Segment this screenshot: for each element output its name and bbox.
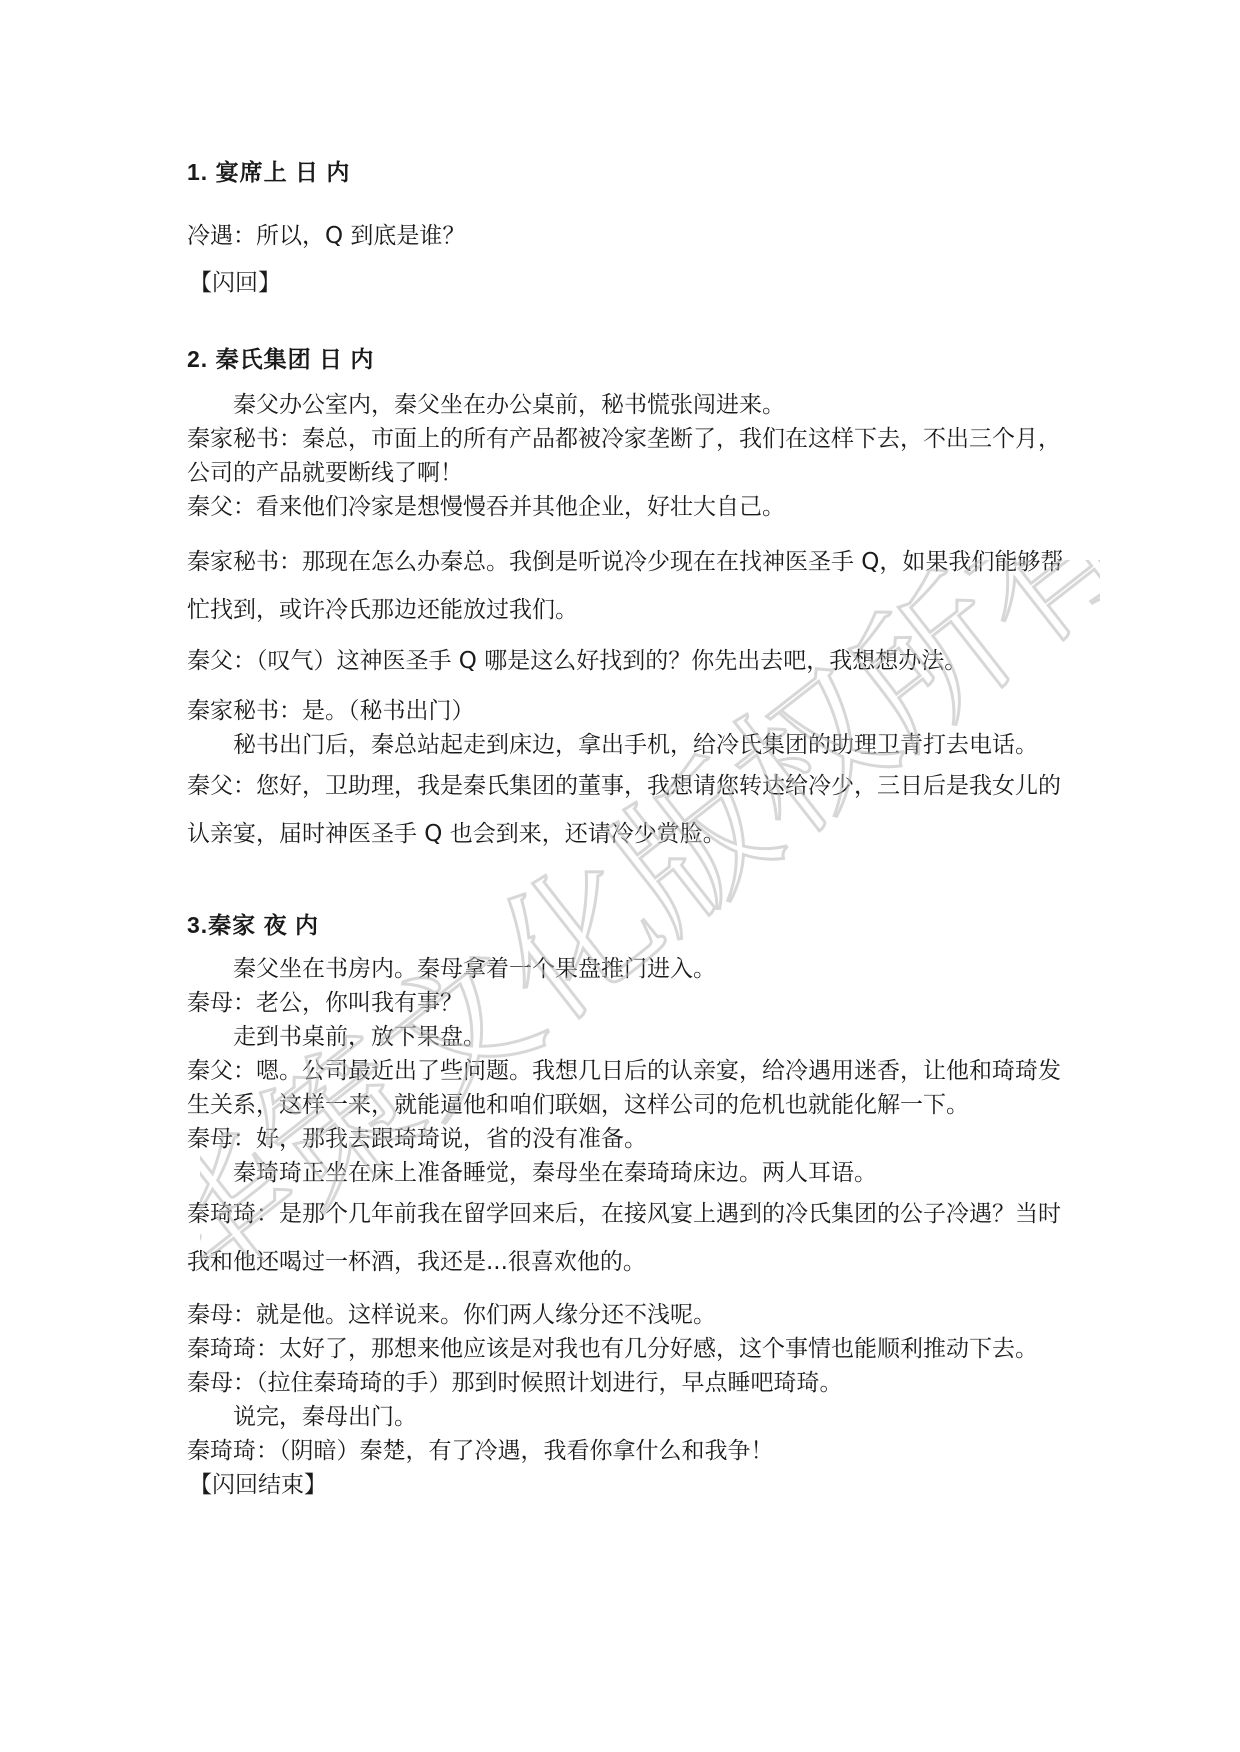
action-line: 秦父办公室内，秦父坐在办公桌前，秘书慌张闯进来。 — [233, 392, 785, 418]
dialogue-line: 秦家秘书：是。（秘书出门） — [187, 698, 475, 724]
scene-3 — [187, 908, 1067, 1502]
dialogue-line: 秦母：就是他。这样说来。你们两人缘分还不浅呢。 — [187, 1302, 716, 1328]
dialogue-line: 秦父：看来他们冷家是想慢慢吞并其他企业，好壮大自己。 — [187, 494, 785, 520]
dialogue-line: 秦琦琦：太好了，那想来他应该是对我也有几分好感，这个事情也能顺利推动下去。 — [187, 1336, 1038, 1362]
script-content — [187, 155, 1067, 1502]
action-line: 秦琦琦正坐在床上准备睡觉，秦母坐在秦琦琦床边。两人耳语。 — [233, 1160, 877, 1186]
dialogue-line: 冷遇：所以，Q 到底是谁？ — [187, 223, 466, 249]
action-line: 秘书出门后，秦总站起走到床边，拿出手机，给冷氏集团的助理卫青打去电话。 — [233, 732, 1038, 758]
scene-2 — [187, 342, 1067, 858]
dialogue-line: 秦母：好，那我去跟琦琦说，省的没有准备。 — [187, 1126, 647, 1152]
watermark-text: 华策文化版权所有 — [200, 560, 1100, 1260]
dialogue-line: 秦父：您好，卫助理，我是秦氏集团的董事，我想请您转达给冷少，三日后是我女儿的认亲宴，届时神医圣手 Q 也会到来，还请冷少赏脸。 — [187, 773, 1061, 847]
dialogue-line: 秦家秘书：秦总，市面上的所有产品都被冷家垄断了，我们在这样下去，不出三个月，公司的产品就要断线了啊！ — [187, 426, 1061, 486]
flashback-end-marker: 【闪回结束】 — [189, 1472, 327, 1498]
scene-heading: 3.秦家 夜 内 — [187, 912, 319, 938]
flashback-marker: 【闪回】 — [189, 270, 281, 296]
dialogue-line: 秦琦琦：（阴暗）秦楚，有了冷遇，我看你拿什么和我争！ — [187, 1438, 774, 1464]
dialogue-line: 秦家秘书：那现在怎么办秦总。我倒是听说冷少现在在找神医圣手 Q，如果我们能够帮忙找到，或许冷氏那边还能放过我们。 — [187, 549, 1064, 623]
dialogue-line: 秦琦琦：是那个几年前我在留学回来后，在接风宴上遇到的冷氏集团的公子冷遇？当时我和他还喝过一杯酒，我还是...很喜欢他的。 — [187, 1201, 1061, 1275]
action-line: 秦父坐在书房内。秦母拿着一个果盘推门进入。 — [233, 956, 716, 982]
scene-1 — [187, 155, 1067, 300]
scene-heading: 1. 宴席上 日 内 — [187, 159, 351, 185]
action-line: 走到书桌前，放下果盘。 — [233, 1024, 486, 1050]
dialogue-line: 秦父：（叹气）这神医圣手 Q 哪是这么好找到的？你先出去吧，我想想办法。 — [187, 648, 968, 674]
dialogue-line: 秦母：老公，你叫我有事？ — [187, 990, 463, 1016]
dialogue-line: 秦父：嗯。公司最近出了些问题。我想几日后的认亲宴，给冷遇用迷香，让他和琦琦发生关系，这样一来，就能逼他和咱们联姻，这样公司的危机也就能化解一下。 — [187, 1058, 1061, 1118]
scene-heading: 2. 秦氏集团 日 内 — [187, 346, 375, 372]
dialogue-line: 秦母：（拉住秦琦琦的手）那到时候照计划进行，早点睡吧琦琦。 — [187, 1370, 843, 1396]
action-line: 说完，秦母出门。 — [233, 1404, 417, 1430]
